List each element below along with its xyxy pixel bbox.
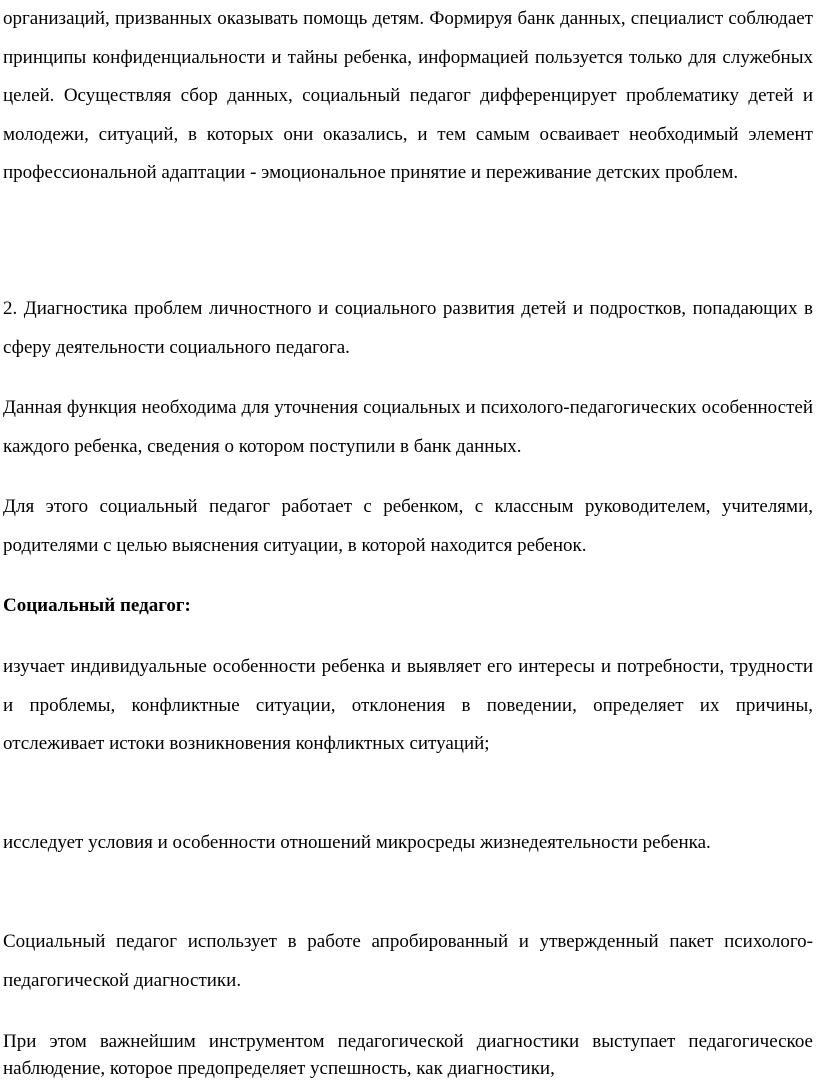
paragraph-studies-features: изучает индивидуальные особенности ребенка и выявляет его интересы и потребности, трудности и проблемы, конфликтные ситуации, отклонения в поведении, определяет их причины, отслеживает истоки возникновения конфликтных ситуаций;	[3, 656, 813, 754]
paragraph-function-purpose: Данная функция необходима для уточнения социальных и психолого-педагогических особенностей каждого ребенка, сведения о котором поступили в банк данных.	[3, 397, 813, 457]
paragraph-work-with-child: Для этого социальный педагог работает с ребенком, с классным руководителем, учителями, родителями с целью выяснения ситуации, в которой находится ребенок.	[3, 496, 813, 556]
paragraph-diagnostic-package: Социальный педагог использует в работе апробированный и утвержденный пакет психолого-педагогической диагностики.	[3, 931, 813, 991]
paragraph-researches-conditions: исследует условия и особенности отношений микросреды жизнедеятельности ребенка.	[3, 832, 711, 853]
paragraph-observation: При этом важнейшим инструментом педагогической диагностики выступает педагогическое наблюдение, которое предопределяет успешность, как диагностики,	[3, 1031, 813, 1079]
paragraph-diagnostics-heading: 2. Диагностика проблем личностного и социального развития детей и подростков, попадающих в сферу деятельности социального педагога.	[3, 298, 813, 358]
paragraph-data-bank: организаций, призванных оказывать помощь детям. Формируя банк данных, специалист соблюдает принципы конфиденциальности и тайны ребенка, информацией пользуется только для служебных целей. Осуществляя сбор данных, социальный педагог дифференцирует проблематику детей и молодежи, ситуаций, в которых они оказались, и тем самым осваивает необходимый элемент профессиональной адаптации - эмоциональное принятие и переживание детских проблем.	[3, 8, 813, 183]
paragraph-social-pedagogue-heading: Социальный педагог:	[3, 595, 191, 616]
